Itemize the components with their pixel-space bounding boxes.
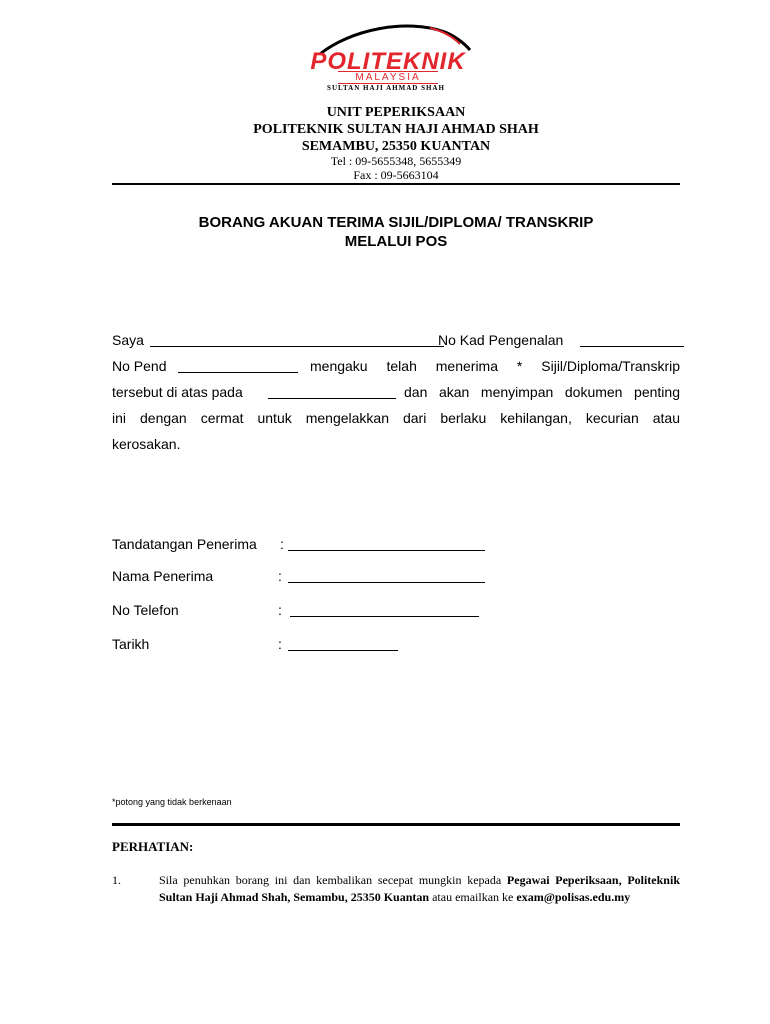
signature-blank [288, 538, 485, 551]
field-label: Nama Penerima [112, 568, 214, 584]
notice-bold-1: Pegawai Peperiksaan, [506, 873, 622, 887]
form-title-line1: BORANG AKUAN TERIMA SIJIL/DIPLOMA/ TRANSKRIP [198, 214, 594, 231]
saya-label: Saya [112, 332, 144, 348]
header-fax: Fax : 09-5663104 [353, 168, 439, 182]
field-colon: : [278, 568, 282, 584]
date-blank [288, 638, 398, 651]
field-tandatangan [112, 536, 512, 554]
declaration-line-5: kerosakan. [112, 436, 181, 452]
footer-divider [112, 823, 680, 826]
field-label: No Telefon [112, 602, 179, 618]
phone-blank [290, 604, 479, 617]
field-label: Tandatangan Penerima [112, 536, 257, 552]
logo-brand-text: POLITEKNIK [310, 48, 466, 75]
mengaku-text: mengaku telah menerima * Sijil/Diploma/Transkrip [310, 358, 680, 374]
field-tarikh [112, 636, 512, 654]
declaration-line-3 [112, 384, 680, 402]
field-label: Tarikh [112, 636, 150, 652]
declaration-line-2 [112, 358, 680, 376]
field-telefon [112, 602, 512, 620]
name-blank [150, 334, 444, 347]
date-received-blank [268, 386, 396, 399]
header-address: SEMAMBU, 25350 KUANTAN [301, 139, 491, 154]
form-title-line2: MELALUI POS [344, 233, 448, 250]
notice-heading: PERHATIAN: [112, 839, 194, 854]
field-colon: : [278, 636, 282, 652]
no-pend-blank [178, 360, 298, 373]
field-colon: : [280, 536, 284, 552]
name-field-blank [288, 570, 485, 583]
logo-country-text: MALAYSIA [338, 71, 438, 84]
notice-email: exam@polisas.edu.my [516, 890, 631, 904]
notice-number: 1. [112, 873, 121, 887]
logo-campus-text: SULTAN HAJI AHMAD SHAH [327, 84, 445, 92]
notice-text-start: Sila penuhkan borang ini dan kembalikan secepat mungkin kepada [159, 873, 502, 887]
header-divider [112, 183, 680, 185]
header-institution: POLITEKNIK SULTAN HAJI AHMAD SHAH [253, 122, 539, 137]
notice-bold-2: Politeknik Sultan Haji Ahmad Shah, Semambu, 25350 Kuantan [159, 873, 680, 904]
header-unit: UNIT PEPERIKSAAN [326, 105, 466, 120]
kad-pengenalan-label: No Kad Pengenalan [438, 332, 564, 348]
header-tel: Tel : 09-5655348, 5655349 [330, 154, 462, 168]
footnote: *potong yang tidak berkenaan [112, 797, 232, 807]
notice-text-mid: atau emailkan ke [432, 890, 514, 904]
declaration-line-1 [112, 332, 684, 350]
notice-item [159, 872, 680, 906]
institution-logo [280, 18, 492, 94]
dan-akan-text: dan akan menyimpan dokumen penting [404, 384, 680, 400]
tersebut-text: tersebut di atas pada [112, 384, 243, 400]
field-nama [112, 568, 512, 586]
no-pend-label: No Pend [112, 358, 167, 374]
field-colon: : [278, 602, 282, 618]
declaration-line-4: ini dengan cermat untuk mengelakkan dari berlaku kehilangan, kecurian atau [112, 410, 680, 426]
ic-number-blank [580, 334, 684, 347]
